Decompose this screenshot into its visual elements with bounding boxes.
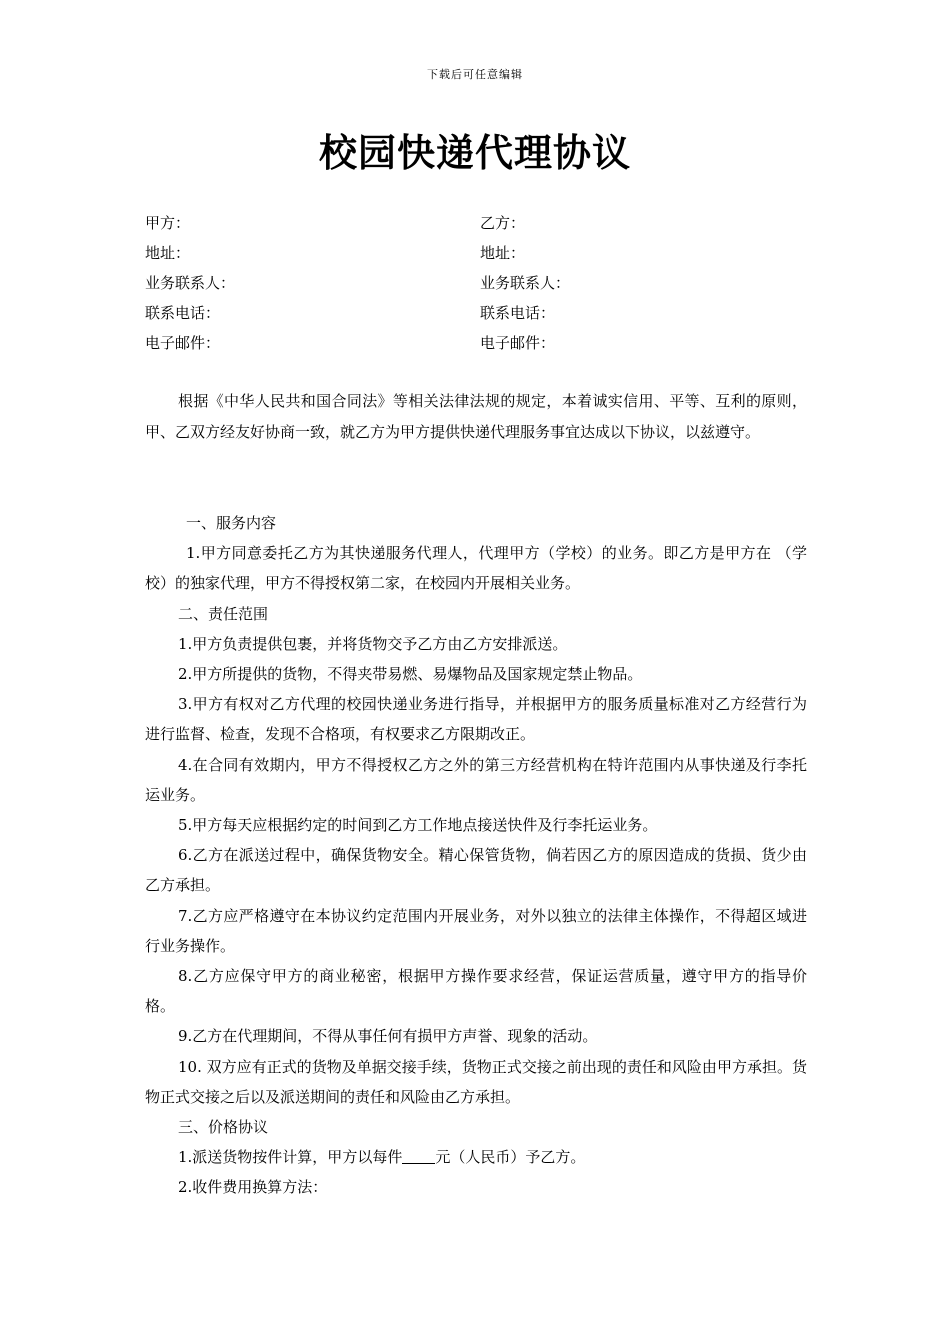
responsibility-clause-7: 7.乙方应严格遵守在本协议约定范围内开展业务，对外以独立的法律主体操作，不得超区域进行业务操作。 — [145, 906, 807, 955]
responsibility-clause-3: 3.甲方有权对乙方代理的校园快递业务进行指导，并根据甲方的服务质量标准对乙方经营行为进行监督、检查，发现不合格项，有权要求乙方限期改正。 — [145, 695, 807, 744]
price-clause-1-text-after: 元（人民币）予乙方。 — [435, 1148, 586, 1167]
responsibility-clause-6: 6.乙方在派送过程中，确保货物安全。精心保管货物，倘若因乙方的原因造成的货损、货少由乙方承担。 — [145, 846, 807, 895]
section-heading-responsibility: 二、责任范围 — [178, 604, 269, 623]
responsibility-clause-10: 10. 双方应有正式的货物及单据交接手续，货物正式交接之前出现的责任和风险由甲方承担。货物正式交接之后以及派送期间的责任和风险由乙方承担。 — [145, 1057, 807, 1106]
party-info-block — [145, 208, 805, 358]
section-heading-price: 三、价格协议 — [178, 1118, 269, 1137]
party-b-phone-label: 联系电话： — [480, 304, 556, 322]
responsibility-clause-9: 9.乙方在代理期间，不得从事任何有损甲方声誉、现象的活动。 — [178, 1027, 598, 1046]
responsibility-clause-2: 2.甲方所提供的货物，不得夹带易燃、易爆物品及国家规定禁止物品。 — [178, 665, 643, 684]
header-note: 下载后可任意编辑 — [427, 68, 523, 81]
responsibility-clause-1: 1.甲方负责提供包裹，并将货物交予乙方由乙方安排派送。 — [178, 634, 568, 653]
party-b-email-label: 电子邮件： — [480, 334, 556, 352]
party-b-contact-label: 业务联系人： — [480, 274, 571, 292]
party-row-address — [145, 238, 805, 268]
party-a-contact-label: 业务联系人： — [145, 274, 236, 292]
party-a-email-label: 电子邮件： — [145, 334, 221, 352]
intro-paragraph: 根据《中华人民共和国合同法》等相关法律法规的规定，本着诚实信用、平等、互利的原则，甲、乙双方经友好协商一致，就乙方为甲方提供快递代理服务事宜达成以下协议，以兹遵守。 — [145, 392, 807, 441]
section-heading-service: 一、服务内容 — [186, 514, 277, 532]
document-title: 校园快递代理协议 — [318, 131, 631, 175]
party-a-name-label: 甲方： — [145, 214, 191, 232]
party-a-phone-label: 联系电话： — [145, 304, 221, 322]
party-b-name-label: 乙方： — [480, 214, 526, 232]
agreement-body — [145, 508, 807, 1203]
party-row-phone — [145, 298, 805, 328]
service-clause-1: 1.甲方同意委托乙方为其快递服务代理人，代理甲方（学校）的业务。即乙方是甲方在 （学校）的独家代理，甲方不得授权第二家，在校园内开展相关业务。 — [145, 544, 807, 593]
price-clause-2: 2.收件费用换算方法： — [178, 1178, 328, 1197]
party-a-address-label: 地址： — [145, 244, 191, 262]
party-row-name — [145, 208, 805, 238]
party-b-address-label: 地址： — [480, 244, 526, 262]
responsibility-clause-8: 8.乙方应保守甲方的商业秘密，根据甲方操作要求经营，保证运营质量，遵守甲方的指导价格。 — [145, 967, 807, 1016]
price-blank-field — [402, 1148, 435, 1164]
responsibility-clause-4: 4.在合同有效期内，甲方不得授权乙方之外的第三方经营机构在特许范围内从事快递及行李托运业务。 — [145, 755, 807, 804]
responsibility-clause-5: 5.甲方每天应根据约定的时间到乙方工作地点接送快件及行李托运业务。 — [178, 816, 658, 835]
party-row-contact — [145, 268, 805, 298]
party-row-email — [145, 328, 805, 358]
price-clause-1 — [145, 1142, 807, 1172]
price-clause-1-text-before: 1.派送货物按件计算，甲方以每件 — [178, 1148, 403, 1167]
